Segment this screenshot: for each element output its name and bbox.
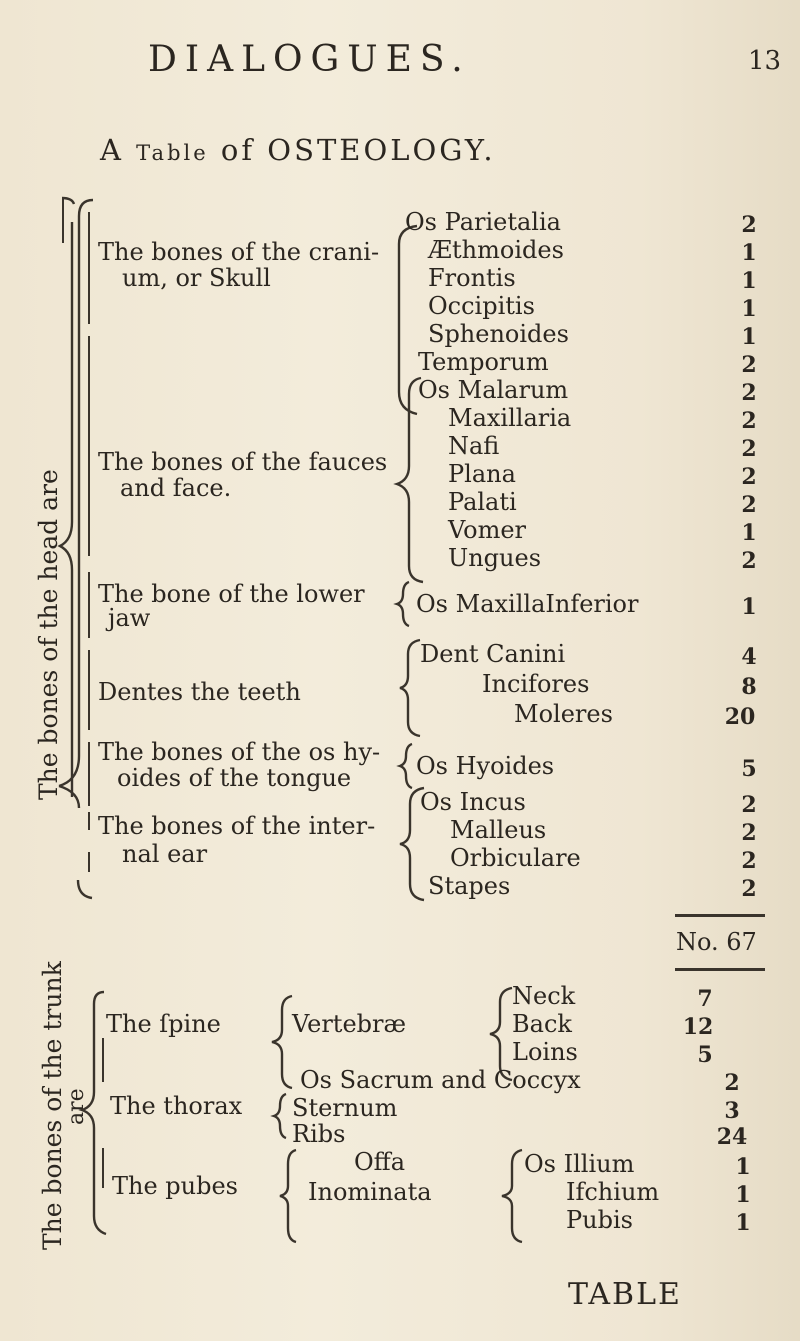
label-teeth: Dentes the teeth xyxy=(98,678,301,706)
label-vertebrae: Vertebræ xyxy=(292,1010,407,1038)
count-orbiculare: 2 xyxy=(741,848,757,874)
label-fauces-line2: and face. xyxy=(120,474,232,502)
item-neck: Neck xyxy=(512,982,576,1010)
count-plana: 2 xyxy=(741,464,757,490)
item-occipitis: Occipitis xyxy=(428,292,535,320)
count-frontis: 1 xyxy=(741,268,757,294)
count-pubis: 1 xyxy=(735,1210,751,1236)
count-incifores: 8 xyxy=(741,674,757,700)
count-os-maxilla-inferior: 1 xyxy=(741,594,757,620)
item-sphenoides: Sphenoides xyxy=(428,320,569,348)
head-brace xyxy=(58,222,98,802)
label-jaw-line1: The bone of the lower xyxy=(98,580,365,608)
trunk-are-label: are xyxy=(64,1088,89,1125)
label-ear-line2: nal ear xyxy=(122,840,208,868)
item-frontis: Frontis xyxy=(428,264,516,292)
item-nafi: Nafi xyxy=(448,432,500,460)
face-brace xyxy=(395,376,435,586)
count-dent-canini: 4 xyxy=(741,644,757,670)
item-temporum: Temporum xyxy=(418,348,549,376)
item-sternum: Sternum xyxy=(292,1094,398,1122)
count-occipitis: 1 xyxy=(741,296,757,322)
label-inominata: Inominata xyxy=(308,1178,432,1206)
label-cranium-line1: The bones of the crani- xyxy=(98,238,380,266)
count-ribs: 24 xyxy=(716,1124,748,1150)
label-ear-line1: The bones of the inter- xyxy=(98,812,376,840)
item-os-maxilla-inferior: Os MaxillaInferior xyxy=(416,590,639,618)
head-vertical-label: The bones of the head are xyxy=(34,469,63,800)
count-vomer: 1 xyxy=(741,520,757,546)
title-prefix: A xyxy=(100,133,124,167)
item-pubis: Pubis xyxy=(566,1206,633,1234)
count-ifchium: 1 xyxy=(735,1182,751,1208)
item-plana: Plana xyxy=(448,460,516,488)
table-title xyxy=(100,133,496,167)
count-moleres: 20 xyxy=(724,704,756,730)
label-spine: The ſpine xyxy=(106,1010,221,1038)
count-os-incus: 2 xyxy=(741,792,757,818)
title-subject: OSTEOLOGY. xyxy=(267,133,496,167)
count-sphenoides: 1 xyxy=(741,324,757,350)
label-offa: Offa xyxy=(354,1148,406,1176)
count-neck: 7 xyxy=(697,986,713,1012)
page-number: 13 xyxy=(748,46,782,76)
count-palati: 2 xyxy=(741,492,757,518)
trunk-vertical-label: The bones of the trunk xyxy=(38,961,67,1250)
label-pubes: The pubes xyxy=(112,1172,238,1200)
item-incifores: Incifores xyxy=(482,670,590,698)
count-nafi: 2 xyxy=(741,436,757,462)
total-rule-top xyxy=(675,914,765,917)
count-maxillaria: 2 xyxy=(741,408,757,434)
count-os-parietalia: 2 xyxy=(741,212,757,238)
label-jaw-line2: jaw xyxy=(108,604,151,632)
head-total: No. 67 xyxy=(676,928,757,956)
title-small-caps: Table xyxy=(136,141,209,165)
label-hyoid-line2: oides of the tongue xyxy=(117,764,352,792)
item-os-incus: Os Incus xyxy=(420,788,526,816)
item-ungues: Ungues xyxy=(448,544,542,572)
item-os-parietalia: Os Parietalia xyxy=(405,208,561,236)
label-fauces-line1: The bones of the fauces xyxy=(98,448,388,476)
count-os-sacrum: 2 xyxy=(724,1070,740,1096)
item-ifchium: Ifchium xyxy=(566,1178,660,1206)
label-cranium-line2: um, or Skull xyxy=(122,264,271,292)
count-sternum: 3 xyxy=(724,1098,740,1124)
count-os-illium: 1 xyxy=(735,1154,751,1180)
item-dent-canini: Dent Canini xyxy=(420,640,566,668)
item-ribs: Ribs xyxy=(292,1120,346,1148)
count-back: 12 xyxy=(682,1014,714,1040)
count-stapes: 2 xyxy=(741,876,757,902)
count-loins: 5 xyxy=(697,1042,713,1068)
running-title: DIALOGUES. xyxy=(148,39,471,80)
item-vomer: Vomer xyxy=(448,516,527,544)
count-os-hyoides: 5 xyxy=(741,756,757,782)
item-malleus: Malleus xyxy=(450,816,547,844)
item-os-hyoides: Os Hyoides xyxy=(416,752,555,780)
item-os-illium: Os Illium xyxy=(524,1150,635,1178)
label-thorax: The thorax xyxy=(110,1092,243,1120)
count-ungues: 2 xyxy=(741,548,757,574)
count-aethmoides: 1 xyxy=(741,240,757,266)
count-malleus: 2 xyxy=(741,820,757,846)
item-os-sacrum: Os Sacrum and Coccyx xyxy=(300,1066,581,1094)
item-stapes: Stapes xyxy=(428,872,511,900)
item-maxillaria: Maxillaria xyxy=(448,404,572,432)
title-mid: of xyxy=(220,133,256,167)
total-rule-bottom xyxy=(675,968,765,971)
item-palati: Palati xyxy=(448,488,517,516)
item-back: Back xyxy=(512,1010,572,1038)
item-loins: Loins xyxy=(512,1038,578,1066)
pubes-brace xyxy=(278,1148,308,1244)
label-hyoid-line1: The bones of the os hy- xyxy=(98,738,381,766)
count-temporum: 2 xyxy=(741,352,757,378)
count-os-malarum: 2 xyxy=(741,380,757,406)
catchword: TABLE xyxy=(568,1277,682,1312)
item-aethmoides: Æthmoides xyxy=(428,236,564,264)
item-orbiculare: Orbiculare xyxy=(450,844,581,872)
item-moleres: Moleres xyxy=(514,700,613,728)
item-os-malarum: Os Malarum xyxy=(418,376,569,404)
